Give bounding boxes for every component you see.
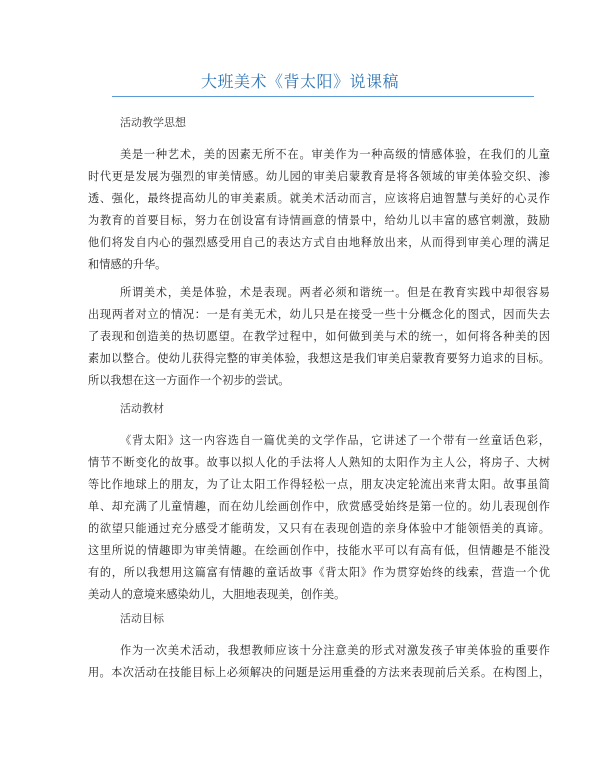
text-line: 时代更是发展为强烈的审美情感。幼儿园的审美启蒙教育是将各领域的审美体验交织、渗 bbox=[88, 170, 550, 183]
text-line: 《背太阳》这一内容选自一篇优美的文学作品，它讲述了一个带有一丝童话色彩， bbox=[120, 434, 550, 447]
paragraph-materials-1 bbox=[88, 430, 550, 606]
text-line: 这里所说的情趣即为审美情趣。在绘画创作中，技能水平可以有高有低，但情趣是不能没 bbox=[88, 544, 550, 557]
text-line: 美是一种艺术，美的因素无所不在。审美作为一种高级的情感体验，在我们的儿童 bbox=[120, 148, 550, 161]
paragraph-teaching-idea-2 bbox=[88, 282, 550, 392]
text-line: 单、却充满了儿童情趣，而在幼儿绘画创作中，欣赏感受始终是第一位的。幼儿表现创作 bbox=[88, 500, 550, 513]
title-divider bbox=[112, 96, 534, 97]
text-line: 为教育的首要目标，努力在创设富有诗情画意的情景中，给幼儿以丰富的感官刺激，鼓励 bbox=[88, 214, 550, 227]
text-line: 透、强化，最终提高幼儿的审美素质。就美术活动而言，应该将启迪智慧与美好的心灵作 bbox=[88, 192, 550, 205]
paragraph-objectives-1 bbox=[88, 640, 550, 684]
section-heading-teaching-idea: 活动教学思想 bbox=[120, 116, 186, 129]
text-line: 用。本次活动在技能目标上必须解决的问题是运用重叠的方法来表现前后关系。在构图上， bbox=[88, 666, 550, 679]
text-line: 和情感的升华。 bbox=[88, 258, 167, 271]
text-line: 有的，所以我想用这篇富有情趣的童话故事《背太阳》作为贯穿始终的线索，营造一个优 bbox=[88, 566, 550, 579]
text-line: 所谓美术，美是体验，术是表现。两者必须和谐统一。但是在教育实践中却很容易 bbox=[120, 286, 550, 299]
text-line: 他们将发自内心的强烈感受用自己的表达方式自由地释放出来，从而得到审美心理的满足 bbox=[88, 236, 550, 249]
section-heading-objectives: 活动目标 bbox=[120, 612, 164, 625]
text-line: 美动人的意境来感染幼儿，大胆地表现美，创作美。 bbox=[88, 588, 346, 601]
text-line: 作为一次美术活动，我想教师应该十分注意美的形式对激发孩子审美体验的重要作 bbox=[120, 644, 550, 657]
text-line: 素加以整合。使幼儿获得完整的审美体验，我想这是我们审美启蒙教育要努力追求的目标。 bbox=[88, 352, 550, 365]
text-line: 等比作地球上的朋友，为了让太阳工作得轻松一点，朋友决定轮流出来背太阳。故事虽简 bbox=[88, 478, 550, 491]
text-line: 情节不断变化的故事。故事以拟人化的手法将人人熟知的太阳作为主人公，将房子、大树 bbox=[88, 456, 550, 469]
paragraph-teaching-idea-1 bbox=[88, 144, 550, 276]
text-line: 所以我想在这一方面作一个初步的尝试。 bbox=[88, 374, 290, 387]
text-line: 了表现和创造美的热切愿望。在教学过程中，如何做到美与术的统一，如何将各种美的因 bbox=[88, 330, 550, 343]
text-line: 的欲望只能通过充分感受才能萌发，又只有在表现创造的亲身体验中才能领悟美的真谛。 bbox=[88, 522, 550, 535]
section-heading-materials: 活动教材 bbox=[120, 402, 164, 415]
document-title: 大班美术《背太阳》说课稿 bbox=[200, 72, 399, 91]
text-line: 出现两者对立的情况：一是有美无术，幼儿只是在接受一些十分概念化的图式，因而失去 bbox=[88, 308, 550, 321]
